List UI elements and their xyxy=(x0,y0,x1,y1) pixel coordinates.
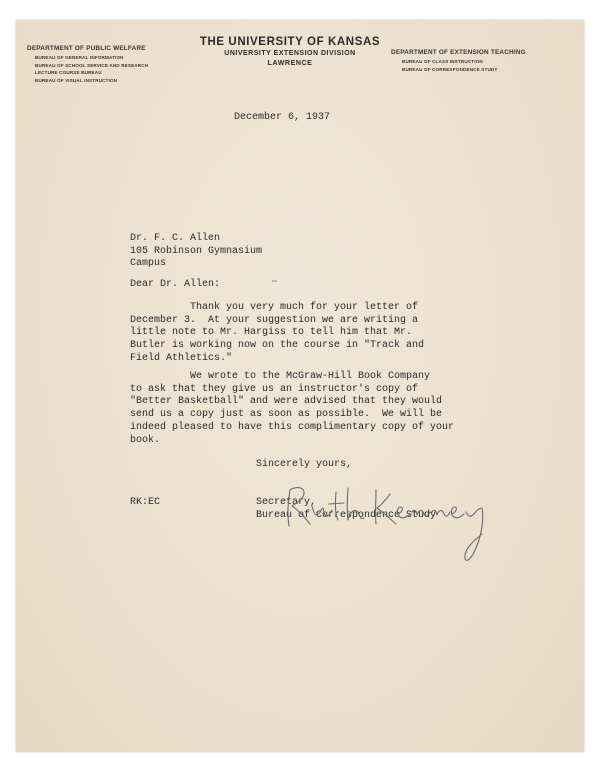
division-name: UNIVERSITY EXTENSION DIVISION xyxy=(224,50,356,57)
university-title: THE UNIVERSITY OF KANSAS xyxy=(199,36,381,48)
paragraph-2: We wrote to the McGraw-Hill Book Company to ask that they give us an instructor's copy of "Better Basketball" and were advised that they would send us a copy just as soon as possible. We will be indeed pleased to have this complimentary copy of your book. xyxy=(130,371,455,446)
salutation: Dear Dr. Allen: xyxy=(130,279,221,290)
left-bureau-item: BUREAU OF SCHOOL SERVICE AND RESEARCH xyxy=(35,62,149,68)
typist-initials: RK:EC xyxy=(130,497,161,508)
left-bureau-item: BUREAU OF VISUAL INSTRUCTION xyxy=(35,77,118,83)
recipient-street: 105 Robinson Gymnasium xyxy=(130,245,263,257)
paragraph-1: Thank you very much for your letter of December 3. At your suggestion we are writing a little note to Mr. Hargiss to tell him that Mr. Butler is working now on the course in "Track and Field Athletics." xyxy=(130,302,425,364)
letterhead-center xyxy=(170,36,410,67)
closing: Sincerely yours, xyxy=(256,459,353,470)
recipient-location: Campus xyxy=(130,258,167,270)
left-bureau-item: BUREAU OF GENERAL INFORMATION xyxy=(35,55,124,60)
letterhead-right xyxy=(391,49,526,73)
right-department: DEPARTMENT OF EXTENSION TEACHING xyxy=(391,49,526,56)
left-bureau-list xyxy=(35,54,148,84)
signer-title: Secretary, xyxy=(256,497,317,508)
right-bureau-item: BUREAU OF CORRESPONDENCE STUDY xyxy=(402,66,498,72)
recipient-name: Dr. F. C. Allen xyxy=(130,233,221,244)
letterhead-left xyxy=(27,45,148,84)
recipient-address xyxy=(130,233,262,271)
letter-date: December 6, 1937 xyxy=(234,112,331,123)
right-bureau-item: BUREAU OF CLASS INSTRUCTION xyxy=(402,59,483,64)
right-bureau-list xyxy=(402,58,526,73)
handwritten-signature xyxy=(262,468,502,578)
left-bureau-item: LECTURE COURSE BUREAU xyxy=(35,70,102,76)
left-department: DEPARTMENT OF PUBLIC WELFARE xyxy=(27,45,146,52)
city-name: LAWRENCE xyxy=(267,60,313,67)
ink-smudge xyxy=(272,280,277,282)
signer-bureau: Bureau of Correspondence Study xyxy=(256,509,437,521)
